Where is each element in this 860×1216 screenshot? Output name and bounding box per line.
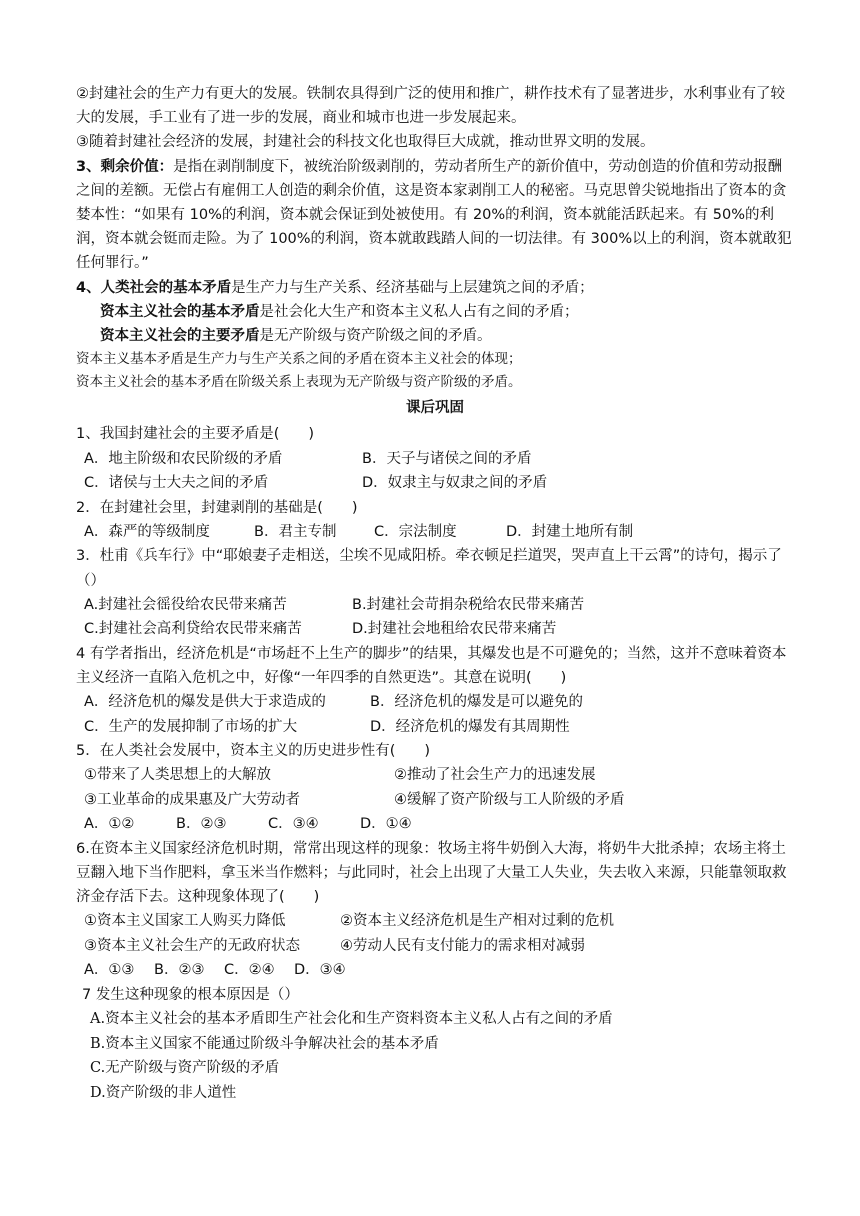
- question-5-options: [76, 812, 794, 837]
- question-4-option-b: B．经济危机的爆发是可以避免的: [370, 694, 583, 711]
- question-6-option-b: B．②③: [154, 962, 205, 979]
- question-5-option-a: A．①②: [84, 816, 135, 833]
- question-6-option-a: A．①③: [84, 962, 135, 979]
- question-4-options-row-2: [76, 715, 794, 740]
- section-title: 课后巩固: [406, 400, 464, 417]
- question-5-statements-row-1: [76, 763, 794, 788]
- question-5-option-b: B．②③: [176, 816, 227, 833]
- term-capitalist-main: 资本主义社会的主要矛盾: [100, 328, 260, 345]
- note-line-2: 资本主义社会的基本矛盾在阶级关系上表现为无产阶级与资产阶级的矛盾。: [76, 374, 522, 391]
- question-5-stem: 5．在人类社会发展中，资本主义的历史进步性有( ): [76, 743, 431, 760]
- question-7-option-a: A.资本主义社会的基本矛盾即生产社会化和生产资料资本主义私人占有之间的矛盾: [90, 1011, 613, 1028]
- question-5-statement-3: ③工业革命的成果惠及广大劳动者: [84, 791, 300, 808]
- intro-paragraph-2: ②封建社会的生产力有更大的发展。铁制农具得到广泛的使用和推广，耕作技术有了显著进步，水利事业有了较大的发展，手工业有了进一步的发展，商业和城市也进一步发展起来。: [76, 86, 785, 127]
- question-1-stem: 1、我国封建社会的主要矛盾是( ): [76, 426, 315, 443]
- question-3-stem: 3．杜甫《兵车行》中“耶娘妻子走相送，尘埃不见咸阳桥。牵衣顿足拦道哭，哭声直上干云霄”的诗句，揭示了（）: [76, 548, 782, 589]
- question-1-option-b: B．天子与诸侯之间的矛盾: [362, 450, 532, 467]
- question-6-options: [76, 958, 794, 983]
- question-3-options-row-2: [76, 617, 794, 642]
- question-6-statement-3: ③资本主义社会生产的无政府状态: [84, 937, 300, 954]
- question-3-options-row-1: [76, 593, 794, 618]
- note-line-1: 资本主义基本矛盾是生产力与生产关系之间的矛盾在资本主义社会的体现；: [76, 351, 522, 368]
- question-6-statements-row-2: [76, 934, 794, 959]
- question-7-option-d: D.资产阶级的非人道性: [90, 1084, 237, 1101]
- question-1-options-row-2: [76, 471, 794, 496]
- intro-paragraph-3: ③随着封建社会经济的发展，封建社会的科技文化也取得巨大成就，推动世界文明的发展。: [76, 134, 655, 151]
- question-2-options: [76, 520, 794, 545]
- question-5-option-d: D．①④: [360, 816, 412, 833]
- question-5-statements-row-2: [76, 788, 794, 813]
- question-1-options-row-1: [76, 447, 794, 472]
- question-6-stem: 6.在资本主义国家经济危机时期，常常出现这样的现象：牧场主将牛奶倒入大海，将奶牛大批杀掉；农场主将土豆翻入地下当作肥料，拿玉米当作燃料；与此同时，社会上出现了大量工人失业，失去收入来源，只能靠领取救济金存活下去。这种现象体现了( ): [76, 840, 787, 906]
- basic-contradiction-line: [76, 276, 794, 300]
- question-6-statement-4: ④劳动人民有支付能力的需求相对减弱: [340, 937, 585, 954]
- question-7-stem: 7 发生这种现象的根本原因是（）: [82, 986, 299, 1003]
- question-2-option-b: B．君主专制: [254, 523, 337, 540]
- question-7-options: [76, 1007, 794, 1105]
- term-basic-contradiction: 4、人类社会的基本矛盾: [76, 279, 232, 296]
- question-2-option-c: C．宗法制度: [374, 523, 457, 540]
- question-6-statement-1: ①资本主义国家工人购买力降低: [84, 913, 286, 930]
- question-4-option-c: C．生产的发展抑制了市场的扩大: [84, 718, 298, 735]
- question-4-option-d: D．经济危机的爆发有其周期性: [370, 718, 570, 735]
- question-5-statement-4: ④缓解了资产阶级与工人阶级的矛盾: [394, 791, 625, 808]
- question-7-option-b: B.资本主义国家不能通过阶级斗争解决社会的基本矛盾: [90, 1035, 439, 1052]
- question-6-option-c: C．②④: [224, 962, 275, 979]
- question-4-option-a: A．经济危机的爆发是供大于求造成的: [84, 694, 326, 711]
- def-capitalist-basic: 是社会化大生产和资本主义私人占有之间的矛盾；: [259, 303, 579, 320]
- document-page: [76, 82, 794, 1105]
- def-capitalist-main: 是无产阶级与资产阶级之间的矛盾。: [259, 328, 492, 345]
- question-6-option-d: D．③④: [294, 962, 346, 979]
- question-4-stem: 4 有学者指出，经济危机是“市场赶不上生产的脚步”的结果，其爆发也是不可避免的；当然，这并不意味着资本主义经济一直陷入危机之中，好像“一年四季的自然更迭”。其意在说明( ): [76, 645, 787, 686]
- surplus-value-paragraph: [76, 155, 794, 276]
- question-5-option-c: C．③④: [268, 816, 319, 833]
- surplus-value-term: 3、剩余价值：: [76, 158, 174, 175]
- question-3-option-a: A.封建社会徭役给农民带来痛苦: [84, 596, 287, 613]
- def-basic-contradiction: 是生产力与生产关系、经济基础与上层建筑之间的矛盾；: [231, 279, 594, 296]
- question-1-option-c: C．诸侯与士大夫之间的矛盾: [84, 475, 269, 492]
- question-2-option-a: A．森严的等级制度: [84, 523, 210, 540]
- question-2-option-d: D．封建土地所有制: [506, 523, 634, 540]
- question-6-statement-2: ②资本主义经济危机是生产相对过剩的危机: [340, 913, 614, 930]
- question-2-stem: 2．在封建社会里，封建剥削的基础是( ): [76, 499, 358, 516]
- question-3-option-b: B.封建社会苛捐杂税给农民带来痛苦: [352, 596, 585, 613]
- question-1-option-d: D．奴隶主与奴隶之间的矛盾: [362, 475, 548, 492]
- capitalist-main-contradiction-line: [76, 324, 794, 348]
- question-3-option-d: D.封建社会地租给农民带来痛苦: [352, 621, 557, 638]
- question-4-options-row-1: [76, 690, 794, 715]
- question-5-statement-2: ②推动了社会生产力的迅速发展: [394, 767, 596, 784]
- surplus-value-text: 是指在剥削制度下，被统治阶级剥削的，劳动者所生产的新价值中，劳动创造的价值和劳动报酬之间的差额。无偿占有雇佣工人创造的剩余价值，这是资本家剥削工人的秘密。马克思曾尖锐地指出了资本的贪婪本性：“如果有 10%的利润，资本就会保证到处被使用。有 20%的利润，资本就能活跃起来。有 50%的利润，资本就会铤而走险。为了 100%的利润，资本就敢践踏人间的一切法律。有 300%以上的利润，资本就敢犯任何罪行。”: [76, 158, 792, 272]
- question-6-statements-row-1: [76, 909, 794, 934]
- question-3-option-c: C.封建社会高利贷给农民带来痛苦: [84, 621, 302, 638]
- question-5-statement-1: ①带来了人类思想上的大解放: [84, 767, 271, 784]
- question-7-option-c: C.无产阶级与资产阶级的矛盾: [90, 1060, 280, 1077]
- capitalist-basic-contradiction-line: [76, 300, 794, 324]
- question-1-option-a: A．地主阶级和农民阶级的矛盾: [84, 450, 283, 467]
- term-capitalist-basic: 资本主义社会的基本矛盾: [100, 303, 260, 320]
